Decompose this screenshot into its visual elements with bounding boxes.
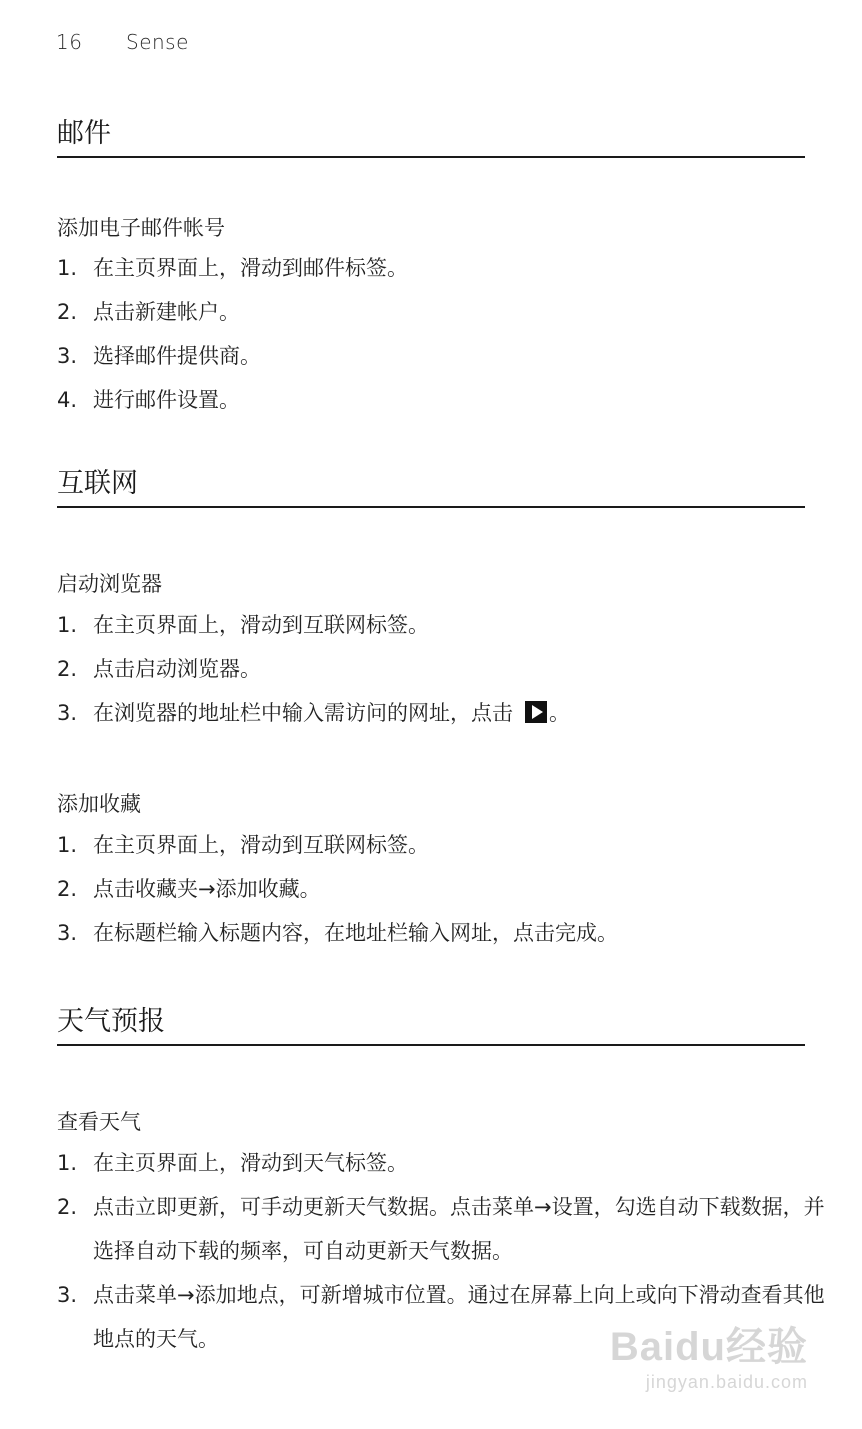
step: 3. 在浏览器的地址栏中输入需访问的网址，点击 。 [57,701,570,725]
page-number: 16 [56,30,83,54]
section-title-weather: 天气预报 [57,1004,805,1046]
step: 1. 在主页界面上，滑动到天气标签。 [57,1151,408,1175]
step: 1. 在主页界面上，滑动到互联网标签。 [57,833,429,857]
watermark-logo: Baidu经验 [609,1325,808,1369]
watermark-url: jingyan.baidu.com [645,1372,808,1392]
step: 2. 点击启动浏览器。 [57,657,261,681]
subsection-title-check-weather: 查看天气 [57,1110,141,1134]
step: 1. 在主页界面上，滑动到邮件标签。 [57,256,408,280]
subsection-title-launch-browser: 启动浏览器 [57,572,162,596]
step: 3. 选择邮件提供商。 [57,344,261,368]
watermark [610,1315,808,1393]
step: 3. 在标题栏输入标题内容，在地址栏输入网址，点击完成。 [57,921,618,945]
header-title: Sense [126,30,189,54]
subsection-title-add-email: 添加电子邮件帐号 [57,216,225,240]
section-title-internet: 互联网 [57,466,805,508]
step: 2. 点击立即更新，可手动更新天气数据。点击菜单→设置，勾选自动下载数据，并选择自动下载的频率，可自动更新天气数据。 [57,1195,825,1263]
section-title-email: 邮件 [57,116,805,158]
page-header [56,30,189,54]
step: 1. 在主页界面上，滑动到互联网标签。 [57,613,429,637]
play-arrow-icon [525,701,547,723]
step: 2. 点击收藏夹→添加收藏。 [57,877,321,901]
step: 2. 点击新建帐户。 [57,300,240,324]
step: 3. 点击菜单→添加地点，可新增城市位置。通过在屏幕上向上或向下滑动查看其他地点的天气。 [57,1283,825,1351]
subsection-title-add-favorite: 添加收藏 [57,792,141,816]
step: 4. 进行邮件设置。 [57,388,240,412]
